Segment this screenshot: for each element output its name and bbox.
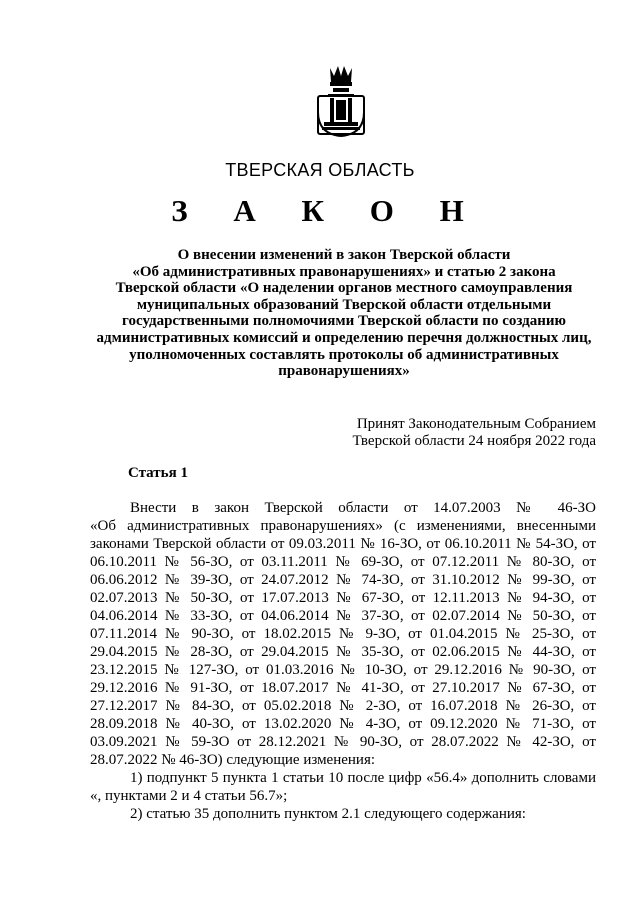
body-line: 28.07.2022 № 46-ЗО) следующие изменения: bbox=[90, 752, 376, 768]
body-line: 06.10.2011 № 56-ЗО, от 03.11.2011 № 69-ЗО, от 07.12.2011 № 80-ЗО, от bbox=[90, 554, 596, 570]
law-title bbox=[84, 247, 604, 380]
title-line: правонарушениях» bbox=[278, 363, 410, 380]
body-line: 28.09.2018 № 40-ЗО, от 13.02.2020 № 4-ЗО, от 09.12.2020 № 71-ЗО, от bbox=[90, 716, 596, 732]
body-line: 03.09.2021 № 59-ЗО от 28.12.2021 № 90-ЗО, от 28.07.2022 № 42-ЗО, от bbox=[90, 734, 596, 750]
body-line: 27.12.2017 № 84-ЗО, от 05.02.2018 № 2-ЗО, от 16.07.2018 № 26-ЗО, от bbox=[90, 698, 596, 714]
article-heading: Статья 1 bbox=[128, 465, 188, 481]
body-line: «, пунктами 2 и 4 статьи 56.7»; bbox=[90, 788, 288, 804]
body-line: 1) подпункт 5 пункта 1 статьи 10 после цифр «56.4» дополнить словами bbox=[130, 770, 596, 786]
body-line: 02.07.2013 № 50-ЗО, от 17.07.2013 № 67-ЗО, от 12.11.2013 № 94-ЗО, от bbox=[90, 590, 596, 606]
body-line: 07.11.2014 № 90-ЗО, от 18.02.2015 № 9-ЗО, от 01.04.2015 № 25-ЗО, от bbox=[90, 626, 596, 642]
body-line: «Об административных правонарушениях» (с изменениями, внесенными bbox=[90, 518, 596, 534]
body-line: 04.06.2014 № 33-ЗО, от 04.06.2014 № 37-ЗО, от 02.07.2014 № 50-ЗО, от bbox=[90, 608, 596, 624]
adoption-note bbox=[353, 416, 596, 450]
title-line: «Об административных правонарушениях» и статью 2 закона bbox=[132, 263, 556, 280]
adoption-line: Тверской области 24 ноября 2022 года bbox=[352, 433, 596, 449]
body-line: 29.04.2015 № 28-ЗО, от 29.04.2015 № 35-ЗО, от 02.06.2015 № 44-ЗО, от bbox=[90, 644, 596, 660]
tver-coat-of-arms-emblem bbox=[316, 62, 366, 138]
body-line: законами Тверской области от 09.03.2011 № 16-ЗО, от 06.10.2011 № 54-ЗО, от bbox=[90, 536, 596, 552]
adoption-line: Принят Законодательным Собранием bbox=[356, 416, 596, 432]
body-line: Внести в закон Тверской области от 14.07.2003 № 46-ЗО bbox=[130, 500, 596, 516]
title-line: государственными полномочиями Тверской области по созданию bbox=[122, 313, 566, 330]
body-line: 06.06.2012 № 39-ЗО, от 24.07.2012 № 74-ЗО, от 31.10.2012 № 99-ЗО, от bbox=[90, 572, 596, 588]
title-line: уполномоченных составлять протоколы об административных bbox=[129, 346, 559, 363]
title-line: муниципальных образований Тверской области отдельными bbox=[136, 296, 552, 313]
title-line: административных комиссий и определению перечня должностных лиц, bbox=[96, 329, 592, 346]
title-line: Тверской области «О наделении органов местного самоуправления bbox=[115, 280, 573, 297]
title-line: О внесении изменений в закон Тверской области bbox=[177, 247, 511, 263]
article-body bbox=[90, 499, 596, 823]
document-type-heading: З А К О Н bbox=[171, 193, 483, 228]
body-line: 2) статью 35 дополнить пунктом 2.1 следующего содержания: bbox=[130, 806, 526, 822]
body-line: 29.12.2016 № 91-ЗО, от 18.07.2017 № 41-ЗО, от 27.10.2017 № 67-ЗО, от bbox=[90, 680, 596, 696]
body-line: 23.12.2015 № 127-ЗО, от 01.03.2016 № 10-ЗО, от 29.12.2016 № 90-ЗО, от bbox=[90, 662, 596, 678]
region-heading: ТВЕРСКАЯ ОБЛАСТЬ bbox=[225, 160, 415, 180]
